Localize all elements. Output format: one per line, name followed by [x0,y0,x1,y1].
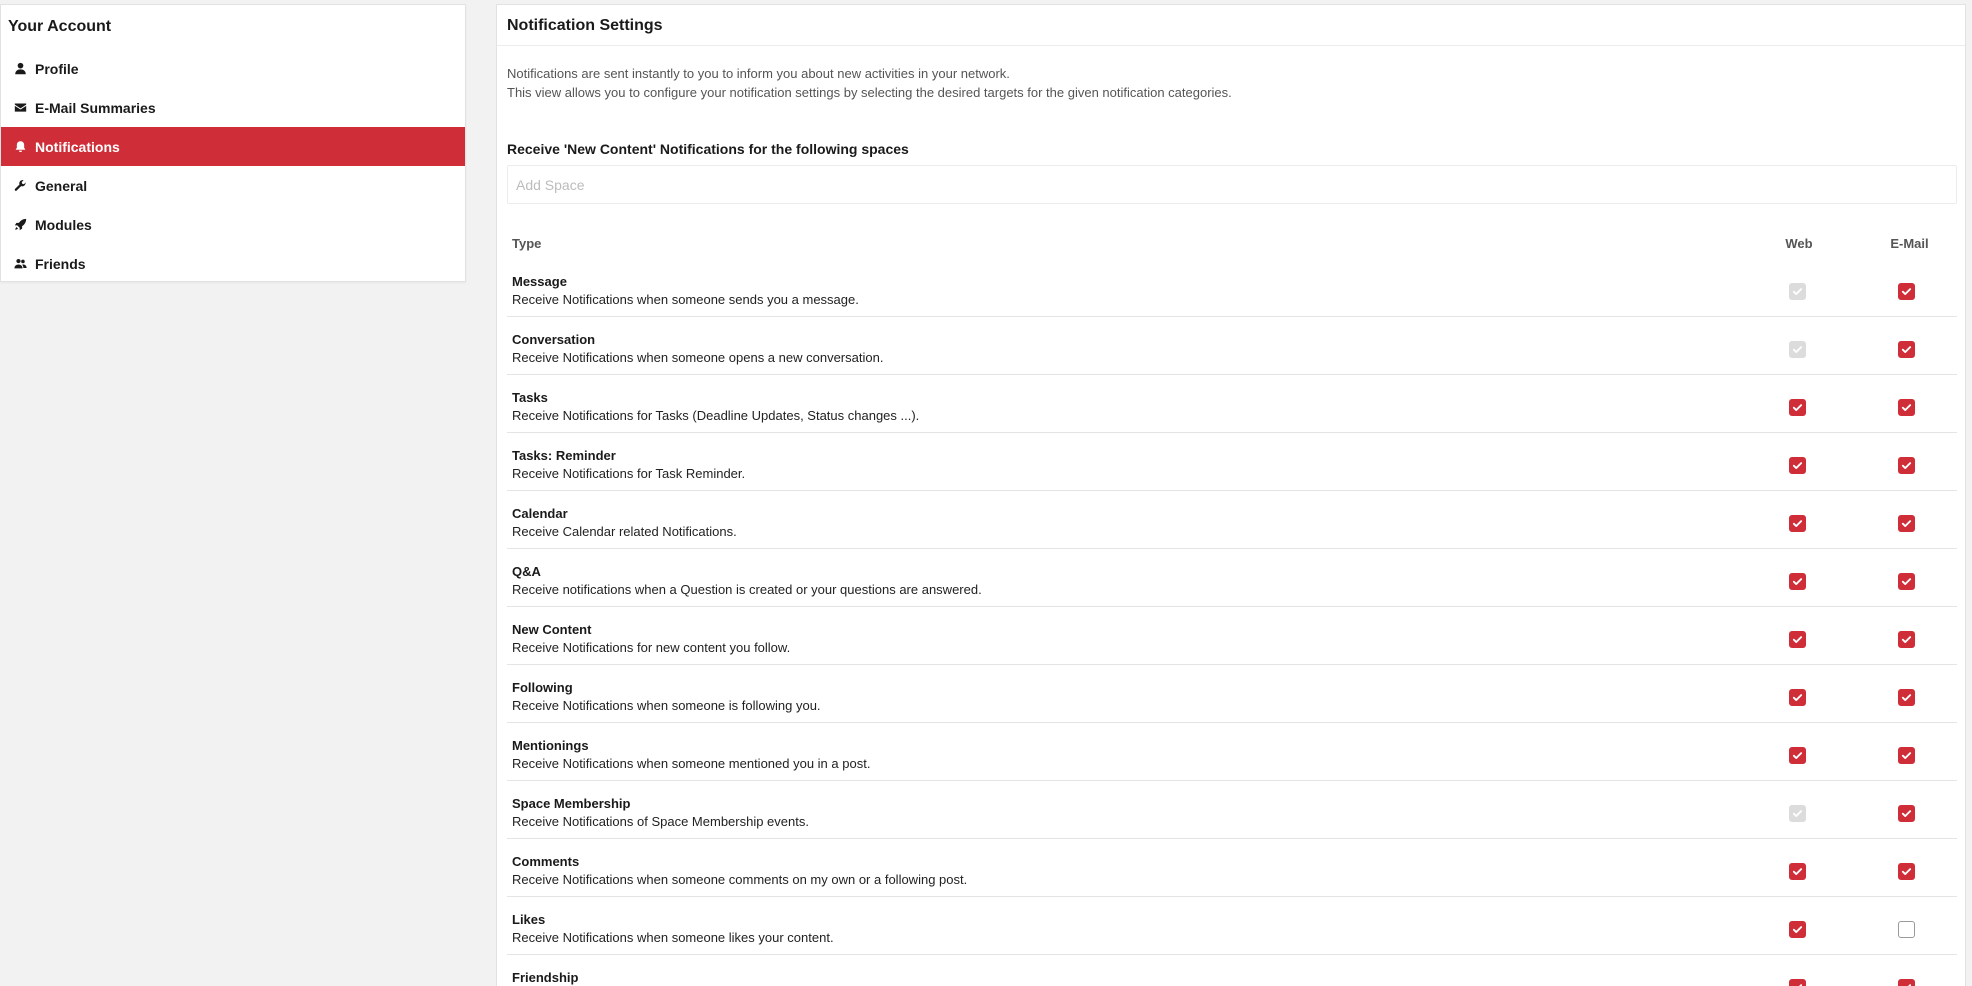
email-checkbox[interactable] [1898,863,1915,880]
notification-type-description: Receive Notifications of Space Membership events. [512,814,809,829]
web-checkbox[interactable] [1789,457,1806,474]
email-checkbox[interactable] [1898,399,1915,416]
table-row [507,259,1957,317]
notification-settings-panel [496,4,1966,986]
email-checkbox[interactable] [1898,515,1915,532]
web-checkbox[interactable] [1789,863,1806,880]
table-row [507,955,1957,986]
email-checkbox[interactable] [1898,921,1915,938]
intro-text [507,64,1232,102]
notification-type-description: Receive Notifications when someone is following you. [512,698,821,713]
notification-type-description: Receive Notifications for Tasks (Deadline Updates, Status changes ...). [512,408,920,423]
web-checkbox[interactable] [1789,515,1806,532]
email-checkbox[interactable] [1898,573,1915,590]
table-row [507,607,1957,665]
table-row [507,375,1957,433]
table-row [507,839,1957,897]
table-header [507,229,1957,259]
email-checkbox[interactable] [1898,283,1915,300]
notification-type-title: Tasks: Reminder [512,448,616,463]
notification-type-description: Receive notifications when a Question is created or your questions are answered. [512,582,982,597]
web-checkbox[interactable] [1789,631,1806,648]
sidebar-item-e-mail-summaries[interactable] [1,88,465,127]
table-row [507,317,1957,375]
web-checkbox[interactable] [1789,921,1806,938]
web-checkbox [1789,283,1806,300]
sidebar-item-profile[interactable] [1,49,465,88]
notification-type-description: Receive Notifications when someone likes your content. [512,930,834,945]
notification-type-title: New Content [512,622,592,637]
users-icon [12,257,28,271]
account-sidebar [0,4,466,282]
email-checkbox[interactable] [1898,631,1915,648]
web-checkbox[interactable] [1789,747,1806,764]
table-row [507,665,1957,723]
web-checkbox[interactable] [1789,573,1806,590]
web-checkbox [1789,341,1806,358]
notification-type-description: Receive Notifications when someone comments on my own or a following post. [512,872,968,887]
table-row [507,549,1957,607]
wrench-icon [12,179,28,193]
intro-line-1: Notifications are sent instantly to you to inform you about new activities in your network. [507,66,1010,81]
table-row [507,433,1957,491]
notification-type-description: Receive Notifications for Task Reminder. [512,466,746,481]
spaces-section-title: Receive 'New Content' Notifications for the following spaces [507,141,909,157]
notification-type-title: Q&A [512,564,541,579]
rocket-icon [12,218,28,232]
table-row [507,781,1957,839]
email-checkbox[interactable] [1898,689,1915,706]
user-icon [12,62,28,76]
notification-table-body [507,259,1957,986]
table-row [507,897,1957,955]
sidebar-item-modules[interactable] [1,205,465,244]
email-checkbox[interactable] [1898,341,1915,358]
column-header-email: E-Mail [1890,236,1929,251]
notification-type-description: Receive Notifications when someone mentioned you in a post. [512,756,871,771]
sidebar-item-label: Modules [35,216,92,233]
email-checkbox[interactable] [1898,747,1915,764]
web-checkbox[interactable] [1789,399,1806,416]
sidebar-item-notifications[interactable] [1,127,465,166]
bell-icon [12,140,28,154]
web-checkbox[interactable] [1789,979,1806,986]
page-title: Notification Settings [507,17,663,34]
email-checkbox[interactable] [1898,457,1915,474]
web-checkbox[interactable] [1789,689,1806,706]
add-space-input[interactable] [507,165,1957,204]
notification-type-title: Calendar [512,506,568,521]
notification-type-title: Space Membership [512,796,631,811]
notification-type-title: Friendship [512,970,579,985]
table-row [507,723,1957,781]
notification-type-title: Following [512,680,573,695]
column-header-type: Type [512,236,542,251]
table-row [507,491,1957,549]
sidebar-item-friends[interactable] [1,244,465,283]
notification-type-description: Receive Notifications for new content you follow. [512,640,791,655]
sidebar-item-general[interactable] [1,166,465,205]
email-checkbox[interactable] [1898,805,1915,822]
notification-type-title: Likes [512,912,546,927]
notification-type-description: Receive Notifications when someone sends you a message. [512,292,859,307]
notification-type-description: Receive Notifications when someone opens a new conversation. [512,350,884,365]
column-header-web: Web [1785,236,1813,251]
header-divider [497,45,1965,46]
notification-type-title: Mentionings [512,738,589,753]
notification-type-title: Comments [512,854,580,869]
notification-type-description: Receive Calendar related Notifications. [512,524,737,539]
sidebar-title: Your Account [8,18,112,35]
email-checkbox[interactable] [1898,979,1915,986]
envelope-icon [12,101,28,115]
notification-type-title: Message [512,274,567,289]
notification-type-title: Tasks [512,390,548,405]
notification-type-title: Conversation [512,332,596,347]
sidebar-item-label: Friends [35,255,86,272]
sidebar-item-label: E-Mail Summaries [35,99,156,116]
sidebar-item-label: Profile [35,60,79,77]
sidebar-nav [1,49,465,283]
intro-line-2: This view allows you to configure your notification settings by selecting the desired targets for the given notification categories. [507,85,1232,100]
web-checkbox [1789,805,1806,822]
sidebar-item-label: General [35,177,88,194]
sidebar-item-label: Notifications [35,138,120,155]
